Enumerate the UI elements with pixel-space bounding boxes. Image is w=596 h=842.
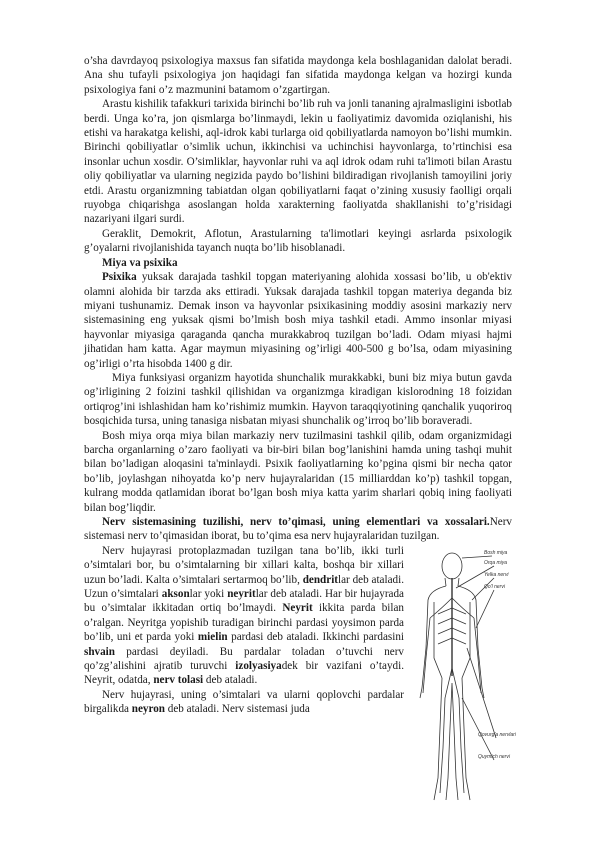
- p9-text-a: Nerv hujayrasi, uning o’simtalari va ularni qoplovchi pardalar birgalikda: [84, 688, 404, 716]
- term-akson: akson: [161, 588, 190, 601]
- term-izolyasiya: izolyasiya: [235, 660, 282, 673]
- label-qovurga-nervlari: Qovurg'a nervlari: [478, 731, 516, 738]
- label-bosh-miya: Bosh miya: [484, 549, 508, 556]
- term-dendrit: dendrit: [302, 573, 339, 586]
- p9-text-c: deb ataladi. Nerv sistemasi juda: [165, 703, 310, 716]
- term-shvain: shvain: [84, 645, 115, 658]
- nervous-system-figure: [412, 548, 516, 810]
- paragraph-6: Bosh miya orqa miya bilan markaziy nerv tuzilmasini tashkil qilib, odam organizmidagi barcha organlarning o’zaro faoliyati va bir-biri bilan bog’lanishini hamda uning tashqi muhit bilan bo’ladigan aloqasini ta'minlaydi. Psixik faoliyatlarning ko’pgina qismi bir necha qator bo’lib, joylashgan nihoyatda ko’p nerv hujayralaridan (15 milliarddan ko’p) tashkil topgan, kulrang modda qatlamidan iborat bo’lgan bosh miya katta yarim sharlari qobiq ining faoliyati bilan bog’liqdir.: [84, 429, 512, 514]
- label-orqa-miya: Orqa miya: [484, 559, 508, 566]
- p8-text-h: pardasi deyiladi. Bu pardalar toladan o’tuvchi nerv qo’zg’alishini ajratib turuvchi: [84, 645, 404, 673]
- term-psixika: Psixika: [102, 271, 137, 284]
- paragraph-7: [84, 515, 512, 544]
- p8-text-c: lar deb ataladi. Uzun o’simtalari: [84, 573, 404, 601]
- bold-subheading: Nerv sistemasining tuzilishi, nerv to’qimasi, uning elementlari va xossalari.: [102, 516, 490, 528]
- label-yelka-nervi: Yelka nervi: [484, 571, 509, 578]
- paragraph-4-text: yuksak darajada tashkil topgan materiyaning alohida xossasi bo’lib, u ob'ektiv olamni alohida bir tarzda aks ettiradi. Yuksak darajada tashkil topgan materiya deganda biz miyani tushunamiz. Demak inson va hayvonlar psixikasining moddiy asosini markaziy nerv sistemasining eng yuksak qismi bo’lmish bosh miya tashkil etadi. Ammo insonlar miyasi hayvonlar miyasiga qaraganda qancha murakkabroq tuzilgan bo’ladi. Odam miyasi hajmi jihatidan ham katta. Agar maymun miyasining og’irligi 400-500 g bo’lsa, odam miyasining og’irligi o’rta hisobda 1400 g dir.: [84, 271, 512, 370]
- p8-text-i: dek bir vazifani o’taydi. Neyrit, odatda,: [84, 660, 404, 687]
- label-qol-nervi: Qo'l nervi: [484, 583, 505, 590]
- term-nerv-tolasi: nerv tolasi: [153, 674, 204, 687]
- term-neyrit-2: Neyrit: [282, 602, 313, 615]
- paragraph-3: Geraklit, Demokrit, Aflotun, Arastularning ta'limotlari keyingi asrlarda psixologik g’oyalarni rivojlanishida tayanch nuqta bo’lib hisoblanadi.: [84, 227, 512, 255]
- paragraph-4: [84, 270, 512, 371]
- document-page: [84, 54, 516, 810]
- paragraph-5: Miya funksiyasi organizm hayotida shunchalik murakkabki, buni biz miya butun gavda og’irligining 2 foizini tashkil qilishidan va organizmga kiradigan kislorodning 18 foizidan ortiqrog’ini ishlashidan ham ko’rishimiz mumkin. Hayvon taraqqiyotining qanchalik yuqoriroq bosqichida tursa, uning tanasiga nisbatan miyasi shunchalik og’irroq bo’lib boraveradi.: [84, 371, 512, 428]
- p8-text-j: deb ataladi.: [203, 674, 258, 687]
- human-nervous-system-illustration: [412, 548, 516, 810]
- p8-text-e: lar deb ataladi. Har bir hujayrada bu o’simtalar ikkitadan ortiq bo’lmaydi.: [84, 588, 404, 615]
- p8-text-a: Nerv hujayrasi protoplazmadan tuzilgan tana bo’lib, ikki turli o’simtalari bor, bu o’simtalarning bir xillari kalta, boshqa bir xillari uzun bo’ladi. Kalta o’simtalari sertarmoq bo’lib,: [84, 544, 404, 586]
- term-neyron: neyron: [131, 703, 165, 716]
- label-quymich-nervi: Quymich nervi: [478, 753, 510, 760]
- section-heading: Miya va psixika: [102, 256, 178, 269]
- paragraph-1: o’sha davrdayoq psixologiya maxsus fan sifatida maydonga kela boshlaganidan dalolat beradi. Ana shu tufayli psixologiya jon haqidagi fan sifatida maydonga kelgan va hozirgi kunda psixologiya fani o’z mazmunini batamom o’zgartirgan.: [84, 55, 512, 96]
- p8-text-d: lar yoki: [189, 588, 228, 601]
- paragraph-2: Arastu kishilik tafakkuri tarixida birinchi bo’lib ruh va jonli tananing ajralmasligini isbotlab berdi. Unga ko’ra, jon qismlarga bo’linmaydi, lekin u faoliyatimiz davomida oziqlanishi, his etishi va harakatga kelishi, aql-idrok kabi turlarga oid qobiliyatlarda namoyon bo’lishi mumkin. Birinchi qobiliyatlar o’simlik uchun, ikkinchisi va uchinchisi hayvonlarga, to’rtinchisi esa insonlar uchun xosdir. O’simliklar, hayvonlar ruhi va aql idrok odam ruhi ta'limoti bilan Arastu oliy qobiliyatlar va ularning negizida paydo bo’lishini bildiradigan rivojlanish tamoyilini joriy etdi. Arastu organizmning tabiatdan olgan qobiliyatlarni faqat o’zining xususiy faolligi orqali ruyobga chiqarishga asoslangan holda xarakterning faoliyatda shakllanishi to’g’risidagi nazariyani ilgari surdi.: [84, 98, 512, 226]
- p8-text-f: ikkita parda bilan o’ralgan. Neyritga yopishib turadigan birinchi pardasi yoysimon parda bo’lib, uni et parda yoki: [84, 602, 404, 644]
- p8-text-g: pardasi deb ataladi. Ikkinchi pardasini: [227, 631, 404, 644]
- paragraph-7-text: Nerv sistemasi nerv to’qimasidan iborat, bu to’qima esa nerv hujayralaridan tuzilgan.: [84, 516, 512, 543]
- term-mielin: mielin: [197, 631, 228, 644]
- term-neyrit: neyrit: [227, 588, 256, 601]
